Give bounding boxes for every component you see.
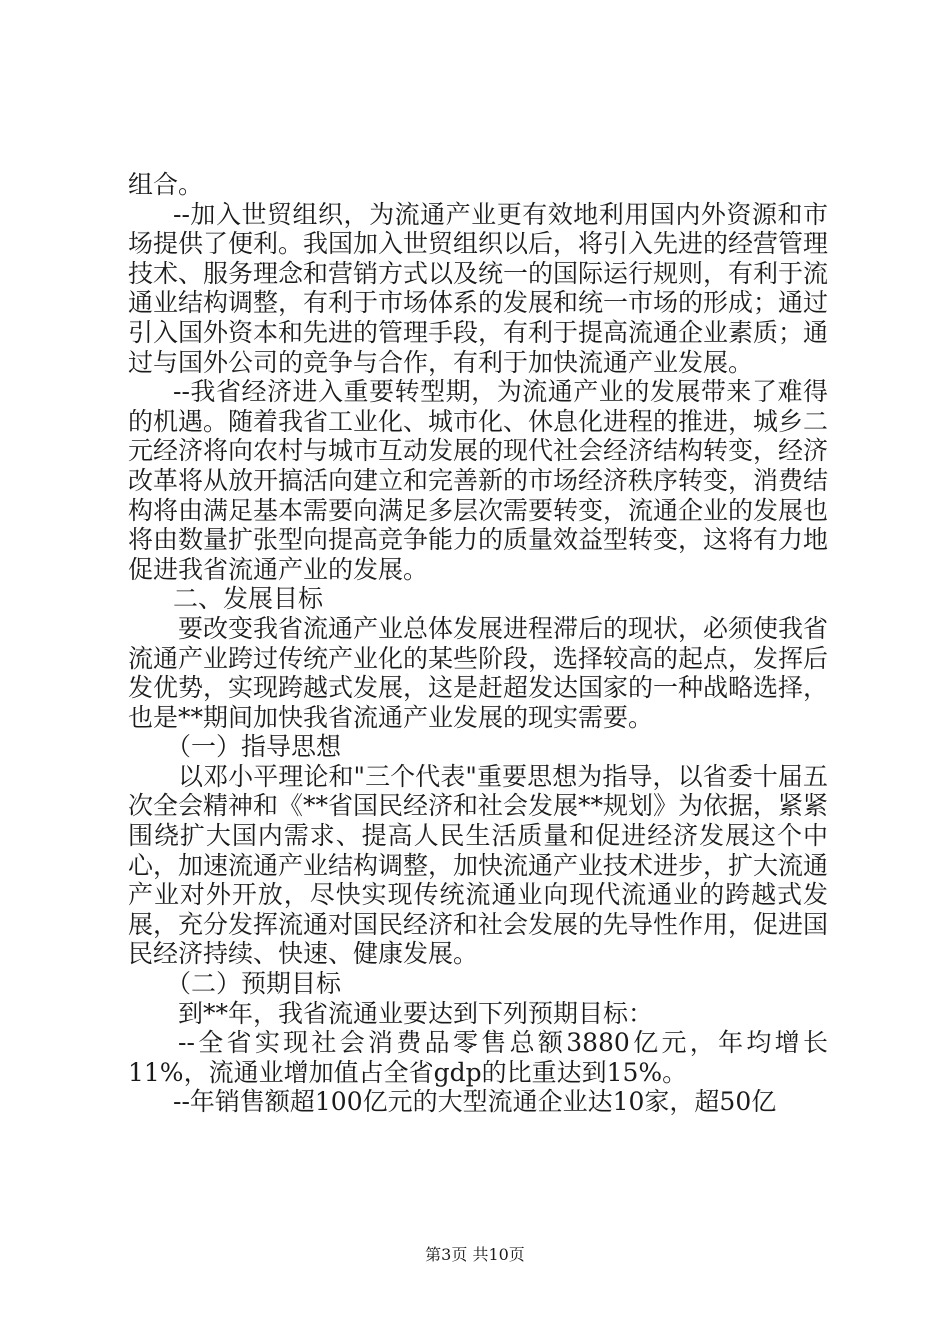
subheading-guiding-ideology: （一）指导思想 <box>166 732 342 762</box>
page-number-footer: 第3页 共10页 <box>425 1245 525 1264</box>
paragraph-4: 要改变我省流通产业总体发展进程滞后的现状，必须使我省流通产业跨过传统产业化的某些阶段，选择较高的起点，发挥后发优势，实现跨越式发展，这是赶超发达国家的一种战略选择，也是**期间加快我省流通产业发展的现实需要。 <box>128 613 829 732</box>
paragraph-3: --我省经济进入重要转型期，为流通产业的发展带来了难得的机遇。随着我省工业化、城市化、休息化进程的推进，城乡二元经济将向农村与城市互动发展的现代社会经济结构转变，经济改革将从放开搞活向建立和完善新的市场经济秩序转变，消费结构将由满足基本需要向满足多层次需要转变，流通企业的发展也将由数量扩张型向提高竞争能力的质量效益型转变，这将有力地促进我省流通产业的发展。 <box>128 377 829 584</box>
paragraph-5: 以邓小平理论和"三个代表"重要思想为指导，以省委十届五次全会精神和《**省国民经济和社会发展**规划》为依据，紧紧围绕扩大国内需求、提高人民生活质量和促进经济发展这个中心，加速流通产业结构调整，加快流通产业技术进步，扩大流通产业对外开放，尽快实现传统流通业向现代流通业的跨越式发展，充分发挥流通对国民经济和社会发展的先导性作用，促进国民经济持续、快速、健康发展。 <box>128 761 829 969</box>
paragraph-2: --加入世贸组织，为流通产业更有效地利用国内外资源和市场提供了便利。我国加入世贸组织以后，将引入先进的经营管理技术、服务理念和营销方式以及统一的国际运行规则，有利于流通业结构调整，有利于市场体系的发展和统一市场的形成；通过引入国外资本和先进的管理手段，有利于提高流通企业素质；通过与国外公司的竞争与合作，有利于加快流通产业发展。 <box>128 199 829 377</box>
paragraph-7: --全省实现社会消费品零售总额3880亿元，年均增长11%，流通业增加值占全省gdp的比重达到15%。 <box>128 1028 828 1087</box>
section-heading-2: 二、发展目标 <box>173 584 324 614</box>
paragraph-1: 组合。 <box>128 170 204 199</box>
subheading-expected-goals: （二）预期目标 <box>166 969 342 999</box>
paragraph-8: --年销售额超100亿元的大型流通企业达10家，超50亿 <box>173 1087 777 1117</box>
document-body <box>128 170 828 1117</box>
paragraph-6: 到**年，我省流通业要达到下列预期目标： <box>178 998 654 1028</box>
